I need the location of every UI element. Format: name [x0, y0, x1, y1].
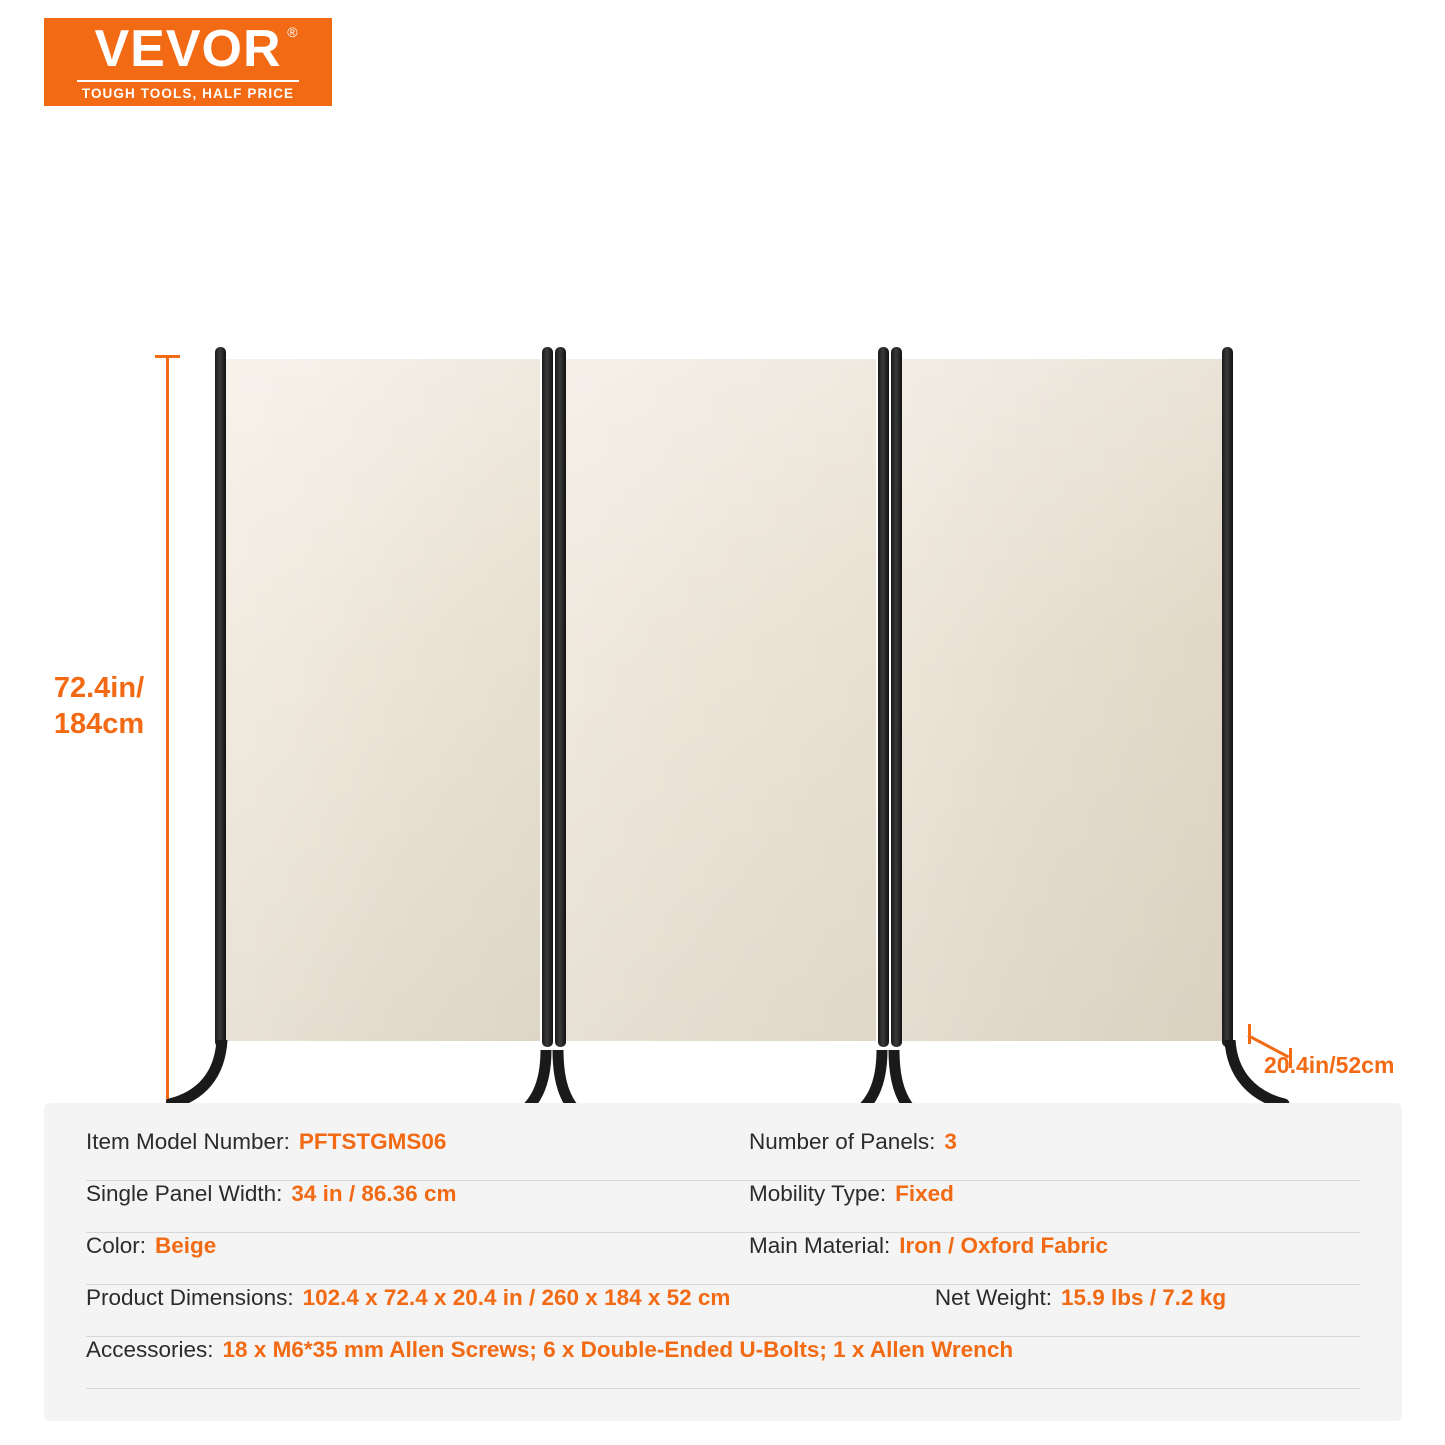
depth-dimension-label: 20.4in/52cm	[1264, 1052, 1395, 1078]
spec-row-color-material	[86, 1233, 1360, 1285]
spec-cell-single-panel-width	[86, 1181, 723, 1233]
spec-label-color: Color:	[86, 1233, 147, 1258]
brand-name	[94, 20, 299, 78]
spec-value-number-of-panels: 3	[944, 1129, 957, 1154]
spec-row-panel-width-mobility	[86, 1181, 1360, 1233]
divider-panel-3	[894, 359, 1226, 1041]
panel-1-sheen	[222, 359, 540, 1041]
spec-label-accessories: Accessories:	[86, 1337, 214, 1362]
room-divider	[208, 347, 1245, 1112]
spec-cell-accessories	[86, 1337, 1360, 1389]
spec-cell-mobility-type	[723, 1181, 1360, 1233]
spec-label-mobility-type: Mobility Type:	[749, 1181, 887, 1206]
spec-row-dimensions-weight	[86, 1285, 1360, 1337]
logo-divider	[77, 80, 299, 82]
divider-panel-2	[558, 359, 876, 1041]
spec-label-number-of-panels: Number of Panels:	[749, 1129, 936, 1154]
spec-value-net-weight: 15.9 lbs / 7.2 kg	[1060, 1285, 1227, 1310]
height-dimension-label-line2: 184cm	[53, 708, 145, 741]
foot-left	[166, 1040, 286, 1112]
spec-cell-net-weight	[927, 1285, 1360, 1337]
spec-cell-color	[86, 1233, 723, 1285]
panel-3-sheen	[894, 359, 1226, 1041]
spec-label-model-number: Item Model Number:	[86, 1129, 290, 1154]
product-illustration	[0, 150, 1445, 1100]
frame-pole-right-outer	[1222, 347, 1233, 1047]
spec-value-product-dimensions: 102.4 x 72.4 x 20.4 in / 260 x 184 x 52 cm	[302, 1285, 731, 1310]
spec-row-model-panels	[86, 1129, 1360, 1181]
height-dimension-line	[166, 355, 169, 1107]
frame-pole-2-right	[878, 347, 889, 1047]
height-dimension-label	[36, 670, 162, 743]
brand-tagline: TOUGH TOOLS, HALF PRICE	[81, 86, 295, 101]
frame-pole-left-outer	[215, 347, 226, 1047]
spec-label-single-panel-width: Single Panel Width:	[86, 1181, 283, 1206]
spec-label-main-material: Main Material:	[749, 1233, 891, 1258]
spec-row-accessories	[86, 1337, 1360, 1389]
height-dimension-label-line1: 72.4in/	[53, 672, 145, 704]
frame-pole-3-left	[891, 347, 902, 1047]
frame-pole-2-left	[555, 347, 566, 1047]
vevor-logo	[44, 18, 332, 106]
spec-cell-number-of-panels	[723, 1129, 1360, 1181]
panel-2-sheen	[558, 359, 876, 1041]
spec-label-product-dimensions: Product Dimensions:	[86, 1285, 294, 1310]
spec-value-color: Beige	[155, 1233, 217, 1258]
divider-panel-1	[222, 359, 540, 1041]
spec-cell-product-dimensions	[86, 1285, 927, 1337]
brand-name-text: VEVOR	[94, 20, 282, 78]
specification-table	[44, 1103, 1402, 1421]
spec-value-main-material: Iron / Oxford Fabric	[899, 1233, 1109, 1258]
spec-value-single-panel-width: 34 in / 86.36 cm	[291, 1181, 457, 1206]
spec-value-accessories: 18 x M6*35 mm Allen Screws; 6 x Double-Ended U-Bolts; 1 x Allen Wrench	[222, 1337, 1014, 1362]
spec-value-mobility-type: Fixed	[895, 1181, 954, 1206]
spec-value-model-number: PFTSTGMS06	[298, 1129, 447, 1154]
spec-label-net-weight: Net Weight:	[934, 1285, 1052, 1310]
spec-cell-main-material	[723, 1233, 1360, 1285]
spec-cell-model-number	[86, 1129, 723, 1181]
frame-pole-1-right	[542, 347, 553, 1047]
registered-trademark-icon: ®	[287, 24, 299, 40]
